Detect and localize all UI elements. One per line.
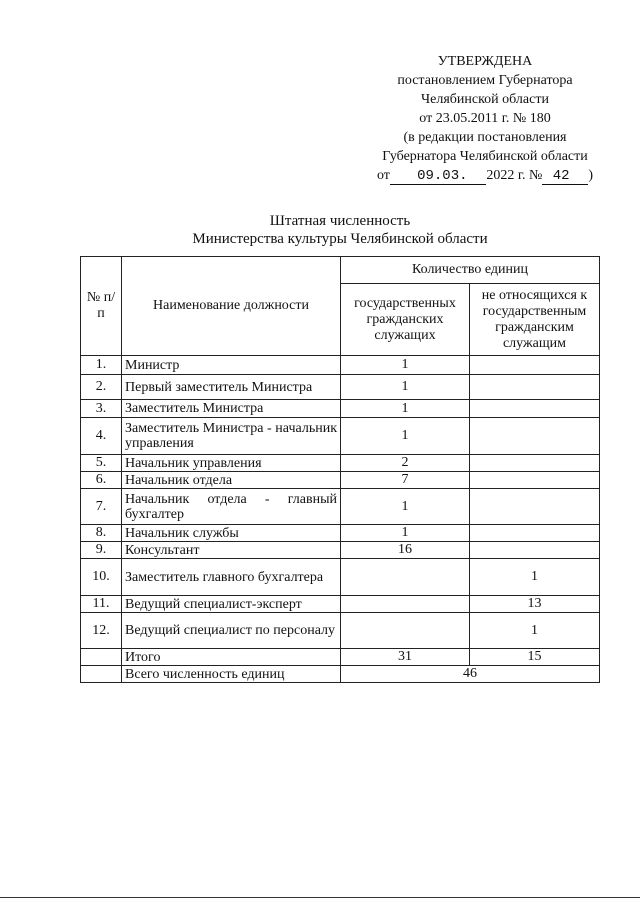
date-filled: 09.03.	[390, 168, 486, 185]
row-civil	[341, 559, 470, 596]
header-position: Наименование должности	[122, 257, 341, 356]
row-name: Консультант	[122, 542, 341, 559]
row-num: 5.	[81, 455, 122, 472]
grand-total-label: Всего численность единиц	[122, 666, 341, 683]
grand-total-value: 46	[341, 666, 600, 683]
table-row	[81, 375, 600, 400]
total-num	[81, 649, 122, 666]
approval-line: постановлением Губернатора	[397, 73, 573, 88]
total-label: Итого	[122, 649, 341, 666]
table-row	[81, 400, 600, 418]
table-row	[81, 613, 600, 649]
total-civil: 31	[341, 649, 470, 666]
row-noncivil	[470, 525, 600, 542]
row-noncivil: 1	[470, 613, 600, 649]
row-name: Министр	[122, 356, 341, 375]
row-civil: 1	[341, 525, 470, 542]
row-name: Начальник отдела - главный бухгалтер	[122, 489, 341, 525]
approval-stamp	[360, 52, 610, 186]
header-noncivil: не относящихся к государственным гражданским служащим	[470, 284, 600, 356]
table-row	[81, 472, 600, 489]
row-civil: 2	[341, 455, 470, 472]
table-row	[81, 559, 600, 596]
document-title	[80, 212, 600, 248]
approval-title: УТВЕРЖДЕНА	[437, 54, 533, 69]
row-name: Ведущий специалист по персоналу	[122, 613, 341, 649]
header-count-group: Количество единиц	[341, 257, 600, 284]
table-row	[81, 356, 600, 375]
approval-date-line	[360, 166, 610, 186]
row-name: Первый заместитель Министра	[122, 375, 341, 400]
row-num: 4.	[81, 418, 122, 455]
row-num: 9.	[81, 542, 122, 559]
row-civil: 16	[341, 542, 470, 559]
header-num: № п/п	[81, 257, 122, 356]
row-noncivil	[470, 489, 600, 525]
row-num: 3.	[81, 400, 122, 418]
row-num: 8.	[81, 525, 122, 542]
row-noncivil	[470, 418, 600, 455]
table-row	[81, 525, 600, 542]
row-name: Начальник службы	[122, 525, 341, 542]
header-civil: государственных гражданских служащих	[341, 284, 470, 356]
grand-total-num	[81, 666, 122, 683]
grand-total-row	[81, 666, 600, 683]
total-noncivil: 15	[470, 649, 600, 666]
title-line-2: Министерства культуры Челябинской области	[192, 231, 488, 247]
table-row	[81, 418, 600, 455]
table-row	[81, 596, 600, 613]
row-civil: 1	[341, 418, 470, 455]
row-civil: 1	[341, 375, 470, 400]
row-civil: 1	[341, 356, 470, 375]
table-row	[81, 542, 600, 559]
row-name: Ведущий специалист-эксперт	[122, 596, 341, 613]
row-name: Заместитель главного бухгалтера	[122, 559, 341, 596]
total-row	[81, 649, 600, 666]
row-civil	[341, 613, 470, 649]
approval-line: (в редакции постановления	[403, 130, 567, 145]
table-row	[81, 455, 600, 472]
year-text: 2022 г. №	[486, 168, 543, 183]
row-num: 12.	[81, 613, 122, 649]
close-paren: )	[588, 168, 594, 183]
title-line-1: Штатная численность	[269, 213, 411, 229]
row-num: 1.	[81, 356, 122, 375]
row-num: 11.	[81, 596, 122, 613]
row-name: Заместитель Министра - начальник управления	[122, 418, 341, 455]
from-label: от	[376, 168, 390, 183]
row-num: 7.	[81, 489, 122, 525]
approval-line: от 23.05.2011 г. № 180	[419, 111, 551, 126]
row-civil: 7	[341, 472, 470, 489]
staffing-table	[80, 256, 600, 683]
approval-line: Челябинской области	[421, 92, 549, 107]
table-row	[81, 489, 600, 525]
row-civil	[341, 596, 470, 613]
row-noncivil	[470, 542, 600, 559]
row-name: Начальник отдела	[122, 472, 341, 489]
row-name: Заместитель Министра	[122, 400, 341, 418]
row-noncivil: 1	[470, 559, 600, 596]
row-name: Начальник управления	[122, 455, 341, 472]
row-num: 6.	[81, 472, 122, 489]
row-num: 10.	[81, 559, 122, 596]
row-noncivil	[470, 375, 600, 400]
row-noncivil	[470, 455, 600, 472]
approval-line: Губернатора Челябинской области	[382, 149, 588, 164]
row-civil: 1	[341, 400, 470, 418]
row-civil: 1	[341, 489, 470, 525]
row-noncivil	[470, 356, 600, 375]
row-noncivil	[470, 472, 600, 489]
row-noncivil	[470, 400, 600, 418]
number-filled: 42	[542, 168, 588, 185]
scan-edge-line	[0, 897, 640, 898]
row-noncivil: 13	[470, 596, 600, 613]
row-num: 2.	[81, 375, 122, 400]
